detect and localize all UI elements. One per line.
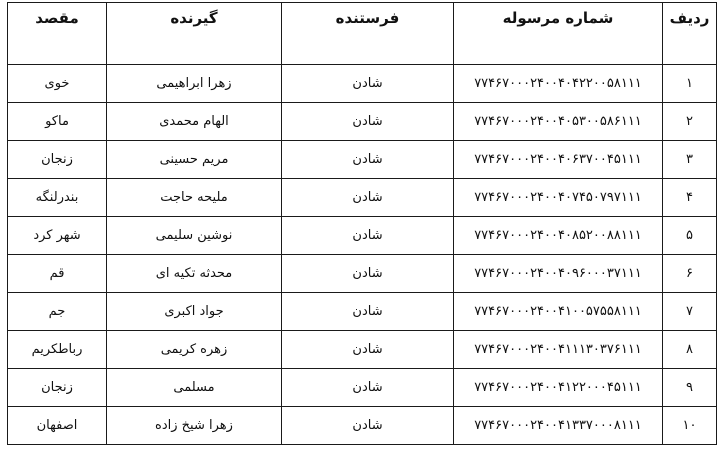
header-row-number: ردیف <box>663 3 717 65</box>
row-number-cell: ۵ <box>663 217 717 255</box>
destination-cell: ماکو <box>8 103 107 141</box>
sender-cell: شادن <box>282 293 454 331</box>
tracking-number-cell: ۷۷۴۶۷۰۰۰۲۴۰۰۴۱۰۰۵۷۵۵۸۱۱۱ <box>454 293 663 331</box>
destination-cell: زنجان <box>8 369 107 407</box>
sender-cell: شادن <box>282 179 454 217</box>
sender-cell: شادن <box>282 217 454 255</box>
table-row <box>8 255 717 293</box>
sender-cell: شادن <box>282 65 454 103</box>
tracking-number-cell: ۷۷۴۶۷۰۰۰۲۴۰۰۴۰۶۳۷۰۰۴۵۱۱۱ <box>454 141 663 179</box>
table-row <box>8 217 717 255</box>
receiver-cell: ملیحه حاجت <box>107 179 282 217</box>
destination-cell: رباطکریم <box>8 331 107 369</box>
receiver-cell: زهرا شیخ زاده <box>107 407 282 445</box>
tracking-number-cell: ۷۷۴۶۷۰۰۰۲۴۰۰۴۱۳۳۷۰۰۰۸۱۱۱ <box>454 407 663 445</box>
row-number-cell: ۹ <box>663 369 717 407</box>
tracking-number-cell: ۷۷۴۶۷۰۰۰۲۴۰۰۴۱۲۲۰۰۰۴۵۱۱۱ <box>454 369 663 407</box>
tracking-number-cell: ۷۷۴۶۷۰۰۰۲۴۰۰۴۰۴۲۲۰۰۵۸۱۱۱ <box>454 65 663 103</box>
tracking-number-cell: ۷۷۴۶۷۰۰۰۲۴۰۰۴۰۵۳۰۰۵۸۶۱۱۱ <box>454 103 663 141</box>
table-row <box>8 65 717 103</box>
table-header-row <box>8 3 717 65</box>
destination-cell: اصفهان <box>8 407 107 445</box>
tracking-number-cell: ۷۷۴۶۷۰۰۰۲۴۰۰۴۰۹۶۰۰۰۳۷۱۱۱ <box>454 255 663 293</box>
sender-cell: شادن <box>282 369 454 407</box>
header-tracking-number: شماره مرسوله <box>454 3 663 65</box>
table-row <box>8 141 717 179</box>
destination-cell: قم <box>8 255 107 293</box>
receiver-cell: الهام محمدی <box>107 103 282 141</box>
tracking-number-cell: ۷۷۴۶۷۰۰۰۲۴۰۰۴۱۱۱۳۰۳۷۶۱۱۱ <box>454 331 663 369</box>
row-number-cell: ۱۰ <box>663 407 717 445</box>
sender-cell: شادن <box>282 141 454 179</box>
row-number-cell: ۸ <box>663 331 717 369</box>
receiver-cell: مسلمی <box>107 369 282 407</box>
destination-cell: شهر کرد <box>8 217 107 255</box>
row-number-cell: ۲ <box>663 103 717 141</box>
receiver-cell: زهرا ابراهیمی <box>107 65 282 103</box>
sender-cell: شادن <box>282 331 454 369</box>
header-sender: فرستنده <box>282 3 454 65</box>
table-row <box>8 331 717 369</box>
sender-cell: شادن <box>282 255 454 293</box>
row-number-cell: ۷ <box>663 293 717 331</box>
receiver-cell: محدثه تکیه ای <box>107 255 282 293</box>
table-row <box>8 369 717 407</box>
receiver-cell: مریم حسینی <box>107 141 282 179</box>
tracking-number-cell: ۷۷۴۶۷۰۰۰۲۴۰۰۴۰۸۵۲۰۰۸۸۱۱۱ <box>454 217 663 255</box>
table-row <box>8 103 717 141</box>
sender-cell: شادن <box>282 103 454 141</box>
row-number-cell: ۳ <box>663 141 717 179</box>
receiver-cell: جواد اکبری <box>107 293 282 331</box>
receiver-cell: زهره کریمی <box>107 331 282 369</box>
destination-cell: زنجان <box>8 141 107 179</box>
receiver-cell: نوشین سلیمی <box>107 217 282 255</box>
table-row <box>8 293 717 331</box>
header-receiver: گیرنده <box>107 3 282 65</box>
sender-cell: شادن <box>282 407 454 445</box>
table-row <box>8 407 717 445</box>
row-number-cell: ۴ <box>663 179 717 217</box>
header-destination: مقصد <box>8 3 107 65</box>
table-row <box>8 179 717 217</box>
row-number-cell: ۶ <box>663 255 717 293</box>
shipments-table <box>7 2 717 445</box>
destination-cell: جم <box>8 293 107 331</box>
row-number-cell: ۱ <box>663 65 717 103</box>
tracking-number-cell: ۷۷۴۶۷۰۰۰۲۴۰۰۴۰۷۴۵۰۷۹۷۱۱۱ <box>454 179 663 217</box>
destination-cell: خوی <box>8 65 107 103</box>
destination-cell: بندرلنگه <box>8 179 107 217</box>
